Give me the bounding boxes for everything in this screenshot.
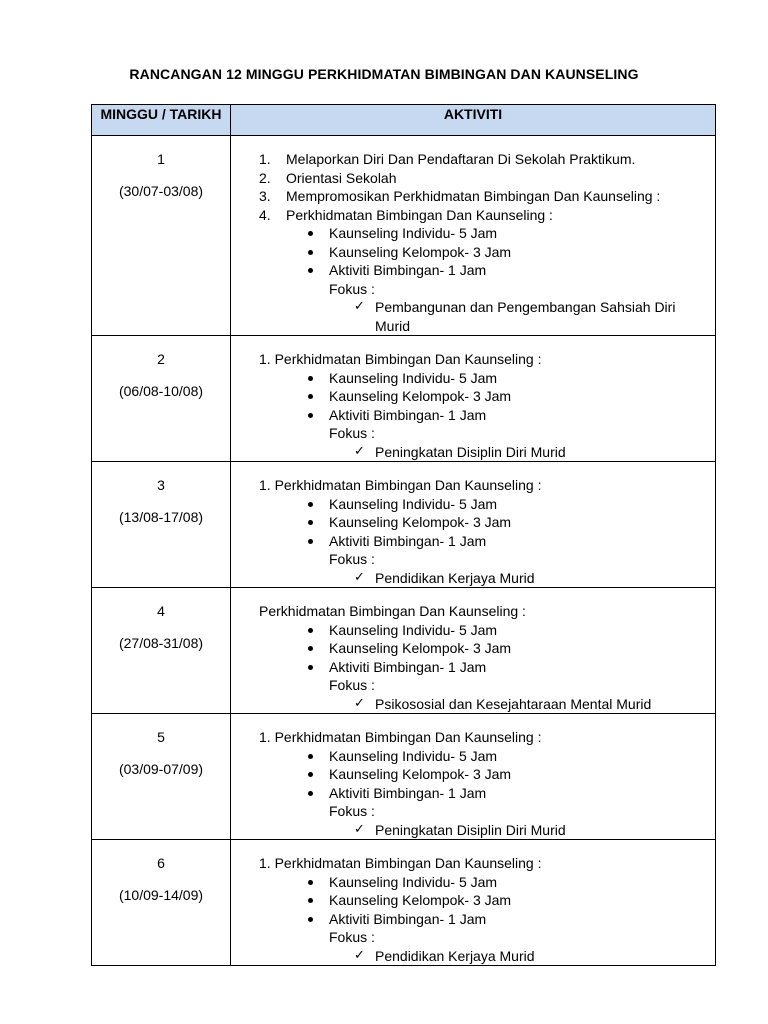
bullet-item <box>259 224 715 243</box>
week-cell <box>92 588 231 714</box>
focus-text-continued: Murid <box>375 317 411 334</box>
bullet-item <box>259 532 715 551</box>
week-cell <box>92 462 231 588</box>
week-number: 4 <box>157 603 165 619</box>
bullet-item <box>259 873 715 892</box>
week-date-range: (27/08-31/08) <box>118 635 204 651</box>
focus-text: Pendidikan Kerjaya Murid <box>375 947 535 964</box>
activity-cell <box>231 462 716 588</box>
checkmark-icon: ✓ <box>354 443 365 459</box>
focus-item <box>259 821 715 840</box>
bullet-dot-icon <box>308 268 313 273</box>
header-week-date: MINGGU / TARIKH <box>92 105 231 136</box>
bullet-item <box>259 658 715 677</box>
bullet-text: Aktiviti Bimbingan- 1 Jam <box>329 262 487 278</box>
table-header-row <box>92 105 716 136</box>
focus-text: Peningkatan Disiplin Diri Murid <box>375 821 566 838</box>
bullet-text: Aktiviti Bimbingan- 1 Jam <box>329 532 487 549</box>
focus-label: Fokus : <box>329 425 375 441</box>
bullet-dot-icon <box>308 394 313 399</box>
bullet-dot-icon <box>308 791 313 796</box>
checkmark-icon: ✓ <box>354 299 365 314</box>
item-number: 1. <box>259 151 271 167</box>
bullet-text: Kaunseling Individu- 5 Jam <box>329 747 498 764</box>
bullet-text: Kaunseling Individu- 5 Jam <box>329 621 498 638</box>
table-row <box>92 462 716 588</box>
bullet-text: Kaunseling Individu- 5 Jam <box>329 495 498 512</box>
activity-cell <box>231 136 716 336</box>
bullet-text: Aktiviti Bimbingan- 1 Jam <box>329 910 487 927</box>
bullet-dot-icon <box>308 413 313 418</box>
checkmark-icon: ✓ <box>354 947 365 963</box>
bullet-text: Kaunseling Kelompok- 3 Jam <box>329 514 512 530</box>
bullet-item <box>259 513 715 532</box>
service-heading: 1. Perkhidmatan Bimbingan Dan Kaunseling : <box>259 351 542 367</box>
activity-cell <box>231 840 716 966</box>
week-date-range: (03/09-07/09) <box>118 761 204 777</box>
checkmark-icon: ✓ <box>354 821 365 837</box>
focus-text: Pembangunan dan Pengembangan Sahsiah Diri <box>375 299 676 315</box>
bullet-text: Kaunseling Individu- 5 Jam <box>329 225 498 241</box>
focus-text: Peningkatan Disiplin Diri Murid <box>375 443 566 460</box>
week-number: 3 <box>157 477 165 493</box>
table-row <box>92 588 716 714</box>
week-number: 6 <box>157 855 165 871</box>
focus-text: Psikososial dan Kesejahtaraan Mental Murid <box>375 695 652 712</box>
bullet-dot-icon <box>308 646 313 651</box>
focus-item <box>259 695 715 714</box>
bullet-text: Kaunseling Individu- 5 Jam <box>329 873 498 890</box>
focus-label: Fokus : <box>329 803 375 819</box>
item-number: 2. <box>259 169 271 186</box>
bullet-dot-icon <box>308 917 313 922</box>
bullet-item <box>259 891 715 910</box>
bullet-dot-icon <box>308 231 313 236</box>
bullet-dot-icon <box>308 880 313 885</box>
bullet-item <box>259 243 715 262</box>
item-number: 4. <box>259 206 271 223</box>
week-cell <box>92 714 231 840</box>
bullet-item <box>259 639 715 658</box>
plan-table <box>91 104 716 966</box>
bullet-text: Aktiviti Bimbingan- 1 Jam <box>329 406 487 423</box>
numbered-item <box>259 150 715 169</box>
focus-label: Fokus : <box>329 551 375 567</box>
bullet-dot-icon <box>308 665 313 670</box>
focus-item <box>259 298 715 335</box>
bullet-dot-icon <box>308 376 313 381</box>
week-number: 1 <box>157 151 165 167</box>
numbered-item <box>259 169 715 188</box>
bullet-text: Kaunseling Kelompok- 3 Jam <box>329 388 512 404</box>
bullet-text: Kaunseling Kelompok- 3 Jam <box>329 766 512 782</box>
activity-cell <box>231 336 716 462</box>
checkmark-icon: ✓ <box>354 569 365 585</box>
bullet-text: Kaunseling Kelompok- 3 Jam <box>329 892 512 908</box>
bullet-dot-icon <box>308 898 313 903</box>
activity-cell <box>231 714 716 840</box>
item-text: Orientasi Sekolah <box>286 169 397 186</box>
bullet-item <box>259 747 715 766</box>
table-row <box>92 840 716 966</box>
service-heading: 1. Perkhidmatan Bimbingan Dan Kaunseling : <box>259 477 542 493</box>
week-cell <box>92 136 231 336</box>
numbered-item <box>259 206 715 225</box>
bullet-dot-icon <box>308 772 313 777</box>
bullet-text: Kaunseling Kelompok- 3 Jam <box>329 243 512 260</box>
week-cell <box>92 840 231 966</box>
checkmark-icon: ✓ <box>354 695 365 711</box>
table-row <box>92 136 716 336</box>
focus-item <box>259 443 715 462</box>
table-row <box>92 336 716 462</box>
item-number: 3. <box>259 188 271 204</box>
week-date-range: (06/08-10/08) <box>118 383 204 399</box>
focus-item <box>259 947 715 966</box>
week-date-range: (13/08-17/08) <box>118 509 204 525</box>
activity-cell <box>231 588 716 714</box>
bullet-item <box>259 261 715 280</box>
item-text: Mempromosikan Perkhidmatan Bimbingan Dan Kaunseling : <box>286 188 661 204</box>
week-number: 2 <box>157 351 165 367</box>
bullet-text: Kaunseling Kelompok- 3 Jam <box>329 640 512 656</box>
bullet-item <box>259 910 715 929</box>
bullet-text: Kaunseling Individu- 5 Jam <box>329 369 498 386</box>
bullet-dot-icon <box>308 754 313 759</box>
item-text: Perkhidmatan Bimbingan Dan Kaunseling : <box>286 206 553 223</box>
bullet-item <box>259 765 715 784</box>
bullet-dot-icon <box>308 520 313 525</box>
service-heading: 1. Perkhidmatan Bimbingan Dan Kaunseling : <box>259 729 542 745</box>
focus-label: Fokus : <box>329 929 375 945</box>
week-date-range: (10/09-14/09) <box>118 887 204 903</box>
focus-text: Pendidikan Kerjaya Murid <box>375 569 535 586</box>
bullet-text: Aktiviti Bimbingan- 1 Jam <box>329 658 487 675</box>
focus-label: Fokus : <box>329 280 375 297</box>
bullet-dot-icon <box>308 250 313 255</box>
service-heading: Perkhidmatan Bimbingan Dan Kaunseling : <box>259 603 526 619</box>
week-date-range: (30/07-03/08) <box>118 183 204 199</box>
bullet-item <box>259 784 715 803</box>
week-cell <box>92 336 231 462</box>
item-text: Melaporkan Diri Dan Pendaftaran Di Sekolah Praktikum. <box>286 151 636 167</box>
bullet-dot-icon <box>308 502 313 507</box>
bullet-text: Aktiviti Bimbingan- 1 Jam <box>329 784 487 801</box>
header-activity: AKTIVITI <box>231 105 716 136</box>
bullet-dot-icon <box>308 628 313 633</box>
bullet-item <box>259 621 715 640</box>
week-number: 5 <box>157 729 165 745</box>
bullet-item <box>259 495 715 514</box>
focus-label: Fokus : <box>329 677 375 693</box>
service-heading: 1. Perkhidmatan Bimbingan Dan Kaunseling : <box>259 855 542 871</box>
bullet-dot-icon <box>308 539 313 544</box>
bullet-item <box>259 406 715 425</box>
page-title: RANCANGAN 12 MINGGU PERKHIDMATAN BIMBINGAN DAN KAUNSELING <box>129 66 639 82</box>
table-row <box>92 714 716 840</box>
numbered-item <box>259 187 715 206</box>
bullet-item <box>259 369 715 388</box>
focus-item <box>259 569 715 588</box>
bullet-item <box>259 387 715 406</box>
